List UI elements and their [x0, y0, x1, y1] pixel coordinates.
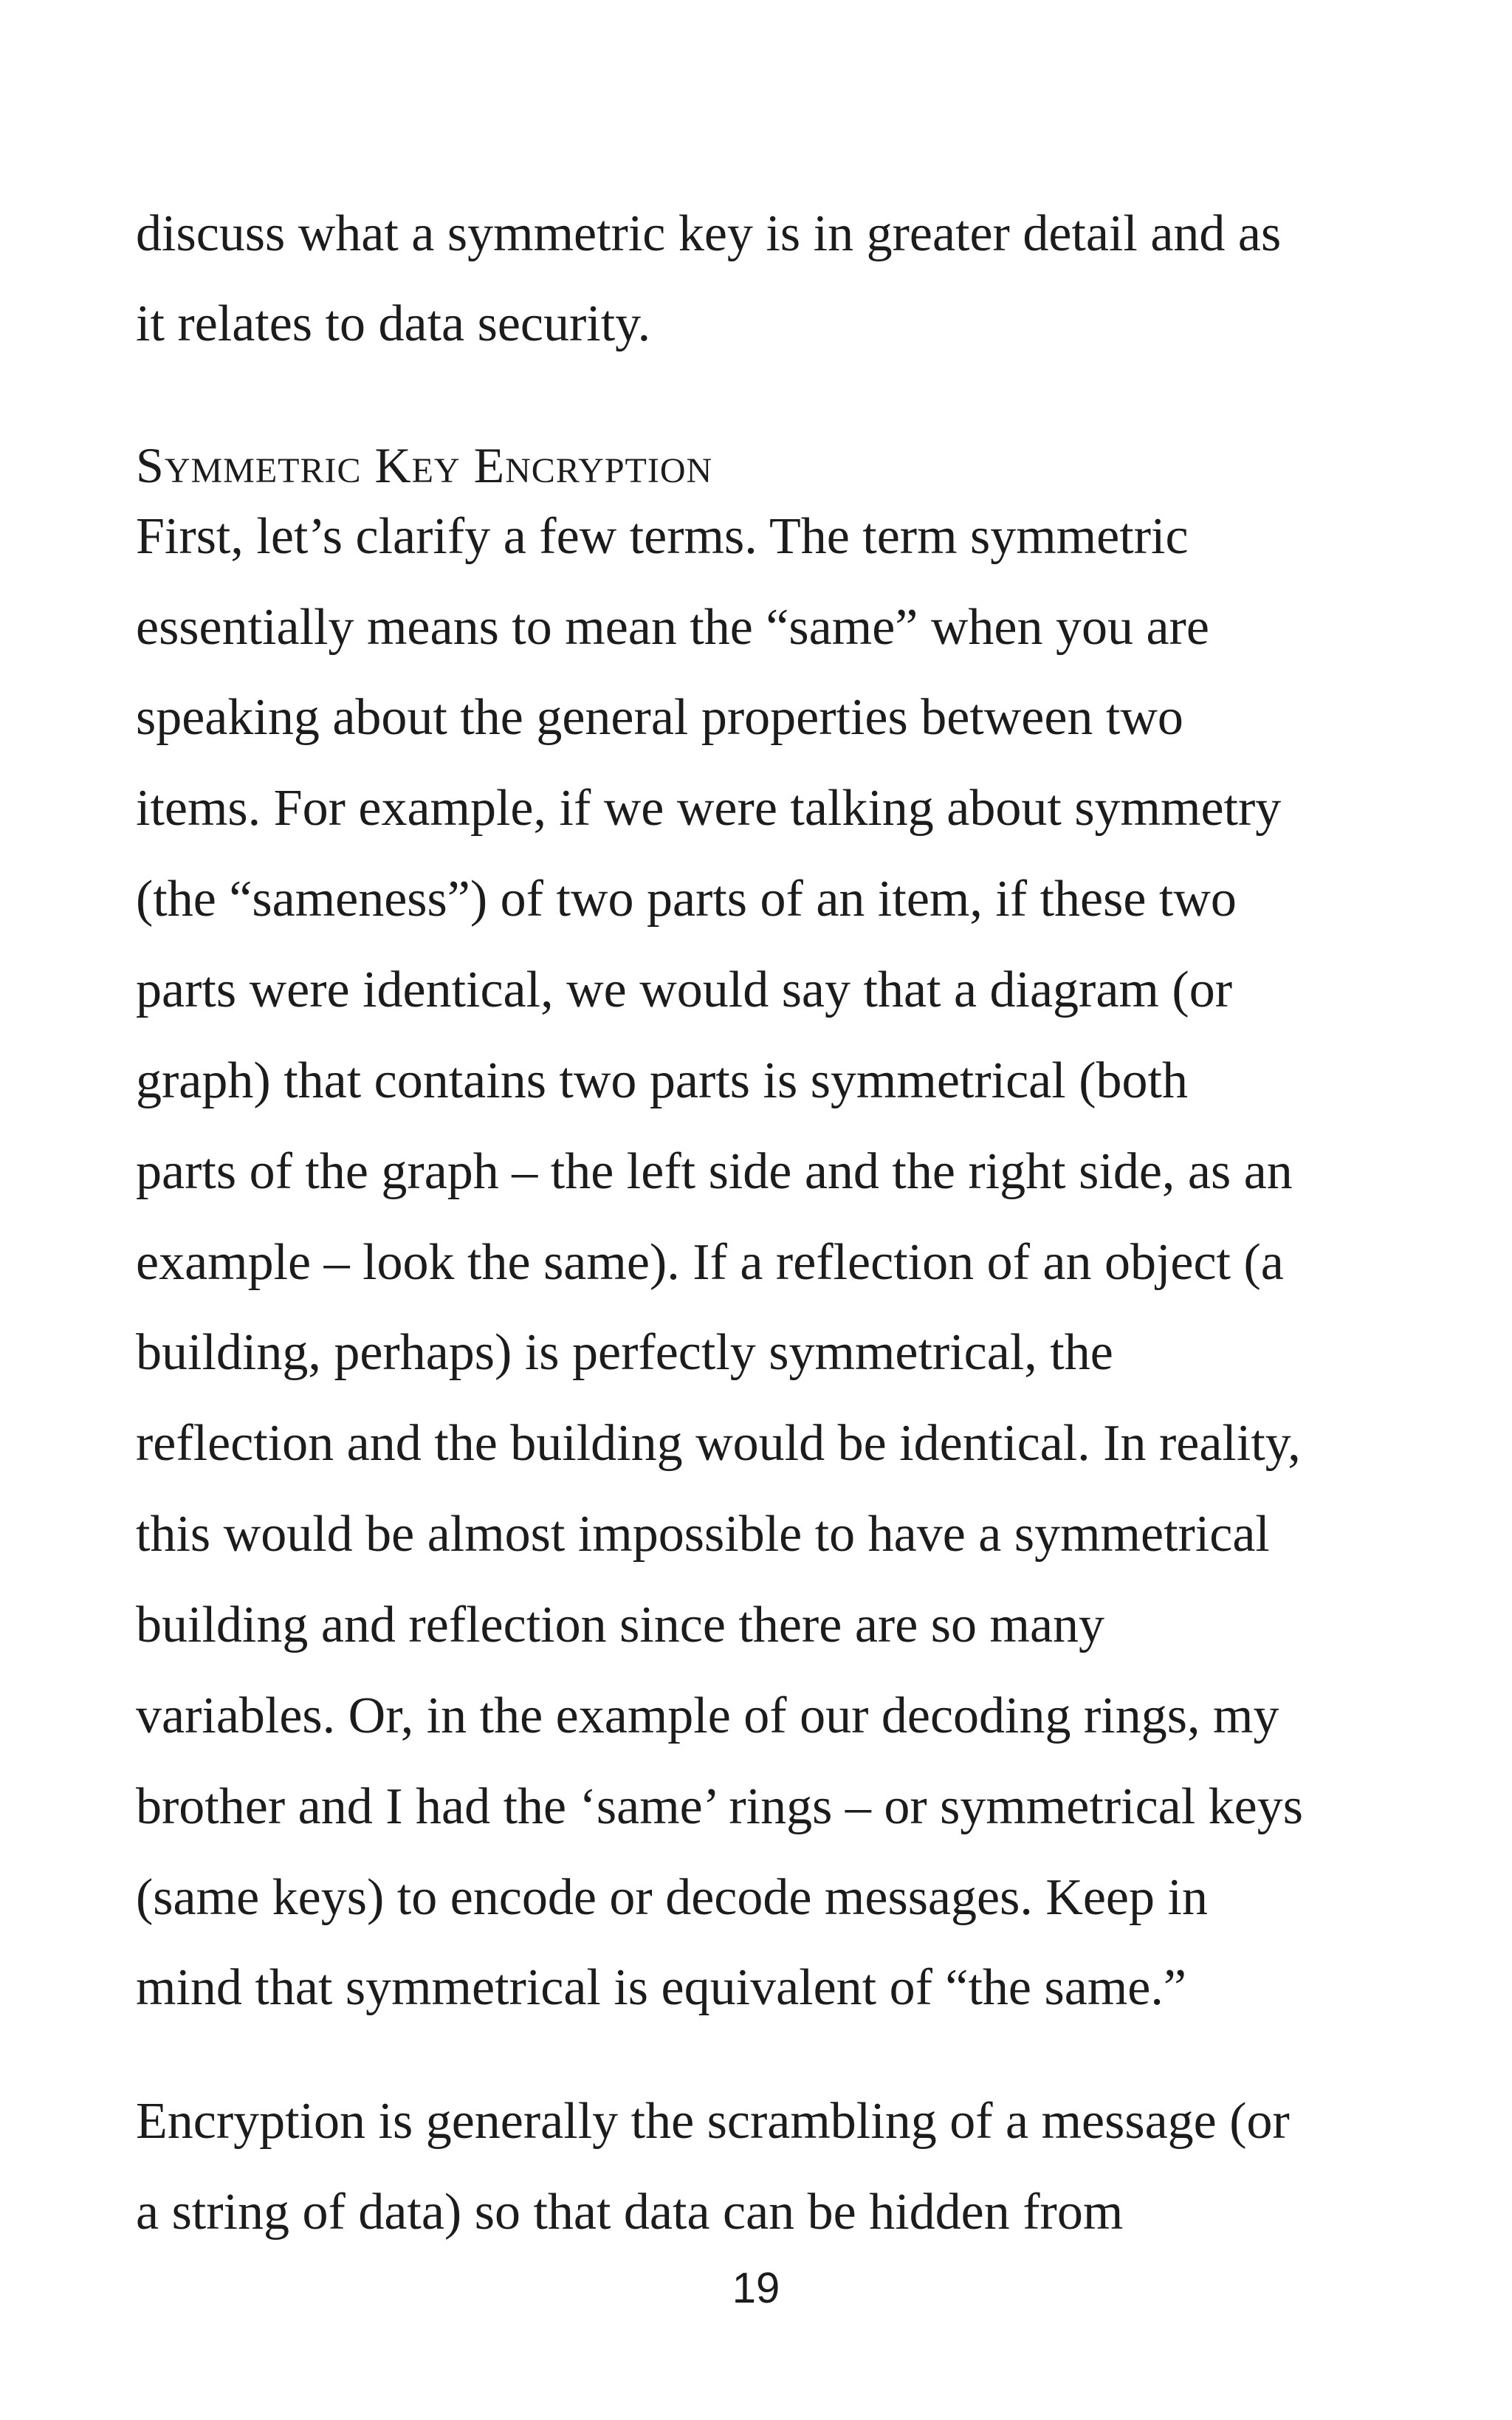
paragraph-line: Encryption is generally the scrambling of a message (or: [136, 2093, 1290, 2150]
paragraph-line: brother and I had the ‘same’ rings – or symmetrical keys: [136, 1778, 1303, 1835]
intro-line: it relates to data security.: [136, 295, 651, 352]
paragraph-line: speaking about the general properties between two: [136, 689, 1183, 746]
paragraph-line: example – look the same). If a reflection of an object (a: [136, 1234, 1284, 1291]
paragraph-line: building, perhaps) is perfectly symmetrical, the: [136, 1324, 1113, 1381]
page-number: 19: [732, 2264, 780, 2312]
paragraph-line: parts were identical, we would say that a diagram (or: [136, 962, 1233, 1018]
paragraph-line: parts of the graph – the left side and the right side, as an: [136, 1143, 1293, 1200]
section-heading: Symmetric Key Encryption: [136, 437, 713, 493]
paragraph-line: reflection and the building would be identical. In reality,: [136, 1415, 1301, 1472]
paragraph-line: First, let’s clarify a few terms. The term symmetric: [136, 508, 1189, 565]
paragraph-line: essentially means to mean the “same” when you are: [136, 599, 1209, 656]
paragraph-line: items. For example, if we were talking about symmetry: [136, 780, 1282, 837]
paragraph-line: building and reflection since there are so many: [136, 1597, 1105, 1653]
paragraph-line: mind that symmetrical is equivalent of “the same.”: [136, 1959, 1186, 2016]
paragraph-line: this would be almost impossible to have a symmetrical: [136, 1506, 1270, 1563]
paragraph-line: (same keys) to encode or decode messages. Keep in: [136, 1869, 1208, 1926]
paragraph-line: variables. Or, in the example of our decoding rings, my: [136, 1687, 1279, 1744]
paragraph-line: a string of data) so that data can be hidden from: [136, 2184, 1124, 2241]
paragraph-line: (the “sameness”) of two parts of an item, if these two: [136, 871, 1237, 928]
paragraph-line: graph) that contains two parts is symmetrical (both: [136, 1052, 1188, 1109]
intro-line: discuss what a symmetric key is in greater detail and as: [136, 205, 1282, 262]
